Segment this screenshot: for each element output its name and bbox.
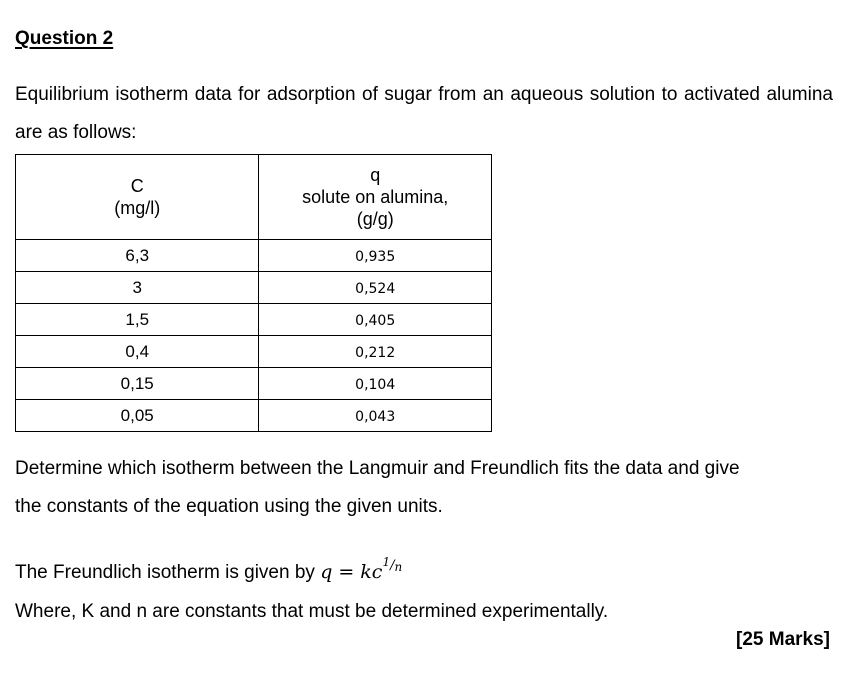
header-c-symbol: C xyxy=(130,176,144,196)
exp-denominator: n xyxy=(394,560,403,574)
table-row xyxy=(16,368,492,400)
where-statement: Where, K and n are constants that must be determined experimentally. xyxy=(15,601,609,622)
header-c-unit: (mg/l) xyxy=(114,198,161,218)
intro-line-1: Equilibrium isotherm data for adsorption of sugar from an aqueous solution to xyxy=(15,84,678,105)
freundlich-text: The Freundlich isotherm is given by xyxy=(15,562,315,583)
eq-equals: = xyxy=(338,561,355,583)
cell-q: 0,935 xyxy=(259,240,492,272)
table-row xyxy=(16,336,492,368)
cell-c: 3 xyxy=(16,272,259,304)
header-q-desc: solute on alumina, xyxy=(302,187,449,207)
cell-c: 0,4 xyxy=(16,336,259,368)
cell-c: 1,5 xyxy=(16,304,259,336)
freundlich-statement xyxy=(15,543,402,592)
isotherm-data-table xyxy=(15,154,492,432)
question-heading: Question 2 xyxy=(15,28,114,49)
header-concentration xyxy=(16,155,259,240)
cell-q: 0,212 xyxy=(259,336,492,368)
cell-c: 6,3 xyxy=(16,240,259,272)
cell-q: 0,405 xyxy=(259,304,492,336)
cell-q: 0,043 xyxy=(259,400,492,432)
cell-c: 0,05 xyxy=(16,400,259,432)
intro-line-2: activated alumina are as follows: xyxy=(15,84,833,143)
header-q-unit: (g/g) xyxy=(356,209,394,229)
task-line-1: Determine which isotherm between the Langmuir and Freundlich fits the data and give xyxy=(15,458,740,479)
header-q-symbol: q xyxy=(370,165,381,185)
cell-c: 0,15 xyxy=(16,368,259,400)
task-line-2: the constants of the equation using the given units. xyxy=(15,496,443,517)
table-header-row xyxy=(16,155,492,240)
intro-paragraph xyxy=(15,76,833,152)
exp-slash: / xyxy=(390,558,395,573)
cell-q: 0,104 xyxy=(259,368,492,400)
header-loading xyxy=(259,155,492,240)
marks-label: [25 Marks] xyxy=(736,629,830,650)
freundlich-equation xyxy=(320,555,403,583)
task-paragraph xyxy=(15,450,845,526)
table-row xyxy=(16,304,492,336)
table-row xyxy=(16,272,492,304)
cell-q: 0,524 xyxy=(259,272,492,304)
table-row xyxy=(16,400,492,432)
table-row xyxy=(16,240,492,272)
eq-exponent xyxy=(382,555,403,574)
exp-numerator: 1 xyxy=(382,555,391,569)
eq-rhs: kc xyxy=(360,561,383,583)
eq-lhs: q xyxy=(320,561,333,583)
